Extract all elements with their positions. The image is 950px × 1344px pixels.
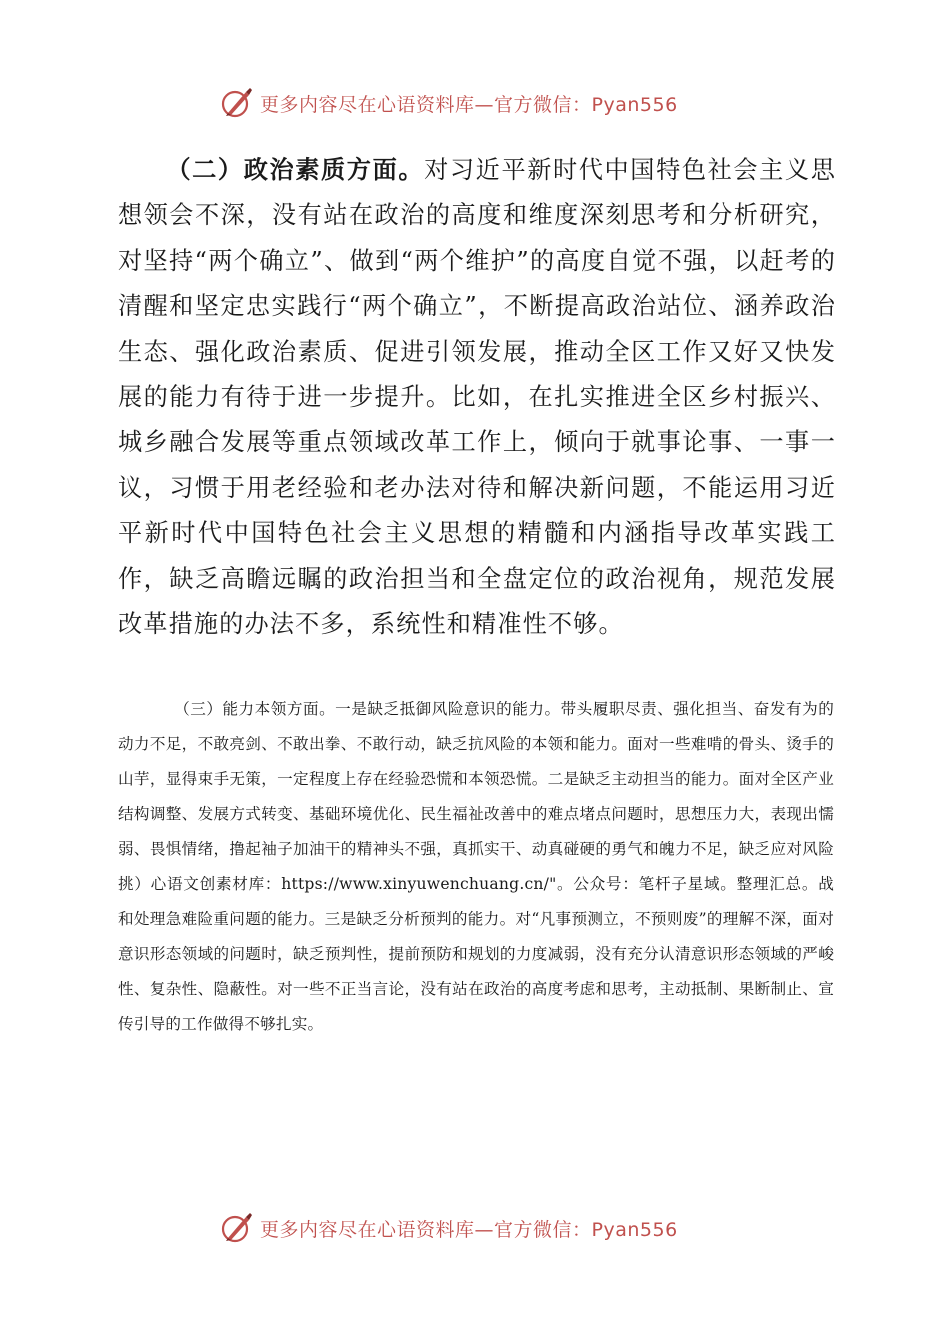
watermark-text: 更多内容尽在心语资料库—官方微信：Pyan556 bbox=[260, 93, 678, 116]
section-ability: （三）能力本领方面。一是缺乏抵御风险意识的能力。带头履职尽责、强化担当、奋发有为的动力不足，不敢亮剑、不敢出拳、不敢行动，缺乏抗风险的本领和能力。面对一些难啃的骨头、烫手的山芋，显得束手无策，一定程度上存在经验恐慌和本领恐慌。二是缺乏主动担当的能力。面对全区产业结构调整、发展方式转变、基础环境优化、民生福祉改善中的难点堵点问题时，思想压力大，表现出懦弱、畏惧情绪，撸起袖子加油干的精神头不强，真抓实干、动真碰硬的勇气和魄力不足，缺乏应对风险挑）心语文创素材库：https://www.xinyuwenchuang.cn/"。公众号：笔杆子星域。整理汇总。战和处理急难险重问题的能力。三是缺乏分析预判的能力。对“凡事预测立，不预则废”的理解不深，面对意识形态领域的问题时，缺乏预判性，提前预防和规划的力度减弱，没有充分认清意识形态领域的严峻性、复杂性、隐蔽性。对一些不正当言论，没有站在政治的高度考虑和思考，主动抵制、果断制止、宣传引导的工作做得不够扎实。 bbox=[118, 700, 834, 1033]
pen-logo-icon bbox=[220, 86, 254, 120]
section-body: 对习近平新时代中国特色社会主义思想领会不深，没有站在政治的高度和维度深刻思考和分析研究，对坚持“两个确立”、做到“两个维护”的高度自觉不强，以赶考的清醒和坚定忠实践行“两个确立”，不断提高政治站位、涵养政治生态、强化政治素质、促进引领发展，推动全区工作又好又快发展的能力有待于进一步提升。比如，在扎实推进全区乡村振兴、城乡融合发展等重点领域改革工作上，倾向于就事论事、一事一议，习惯于用老经验和老办法对待和解决新问题，不能运用习近平新时代中国特色社会主义思想的精髓和内涵指导改革实践工作，缺乏高瞻远瞩的政治担当和全盘定位的政治视角，规范发展改革措施的办法不多，系统性和精准性不够。 bbox=[118, 156, 836, 639]
section-heading: （二）政治素质方面。 bbox=[166, 155, 425, 184]
pen-logo-icon bbox=[220, 1211, 254, 1245]
header-watermark bbox=[220, 86, 740, 120]
section-political-quality bbox=[118, 147, 836, 647]
footer-watermark bbox=[220, 1211, 740, 1245]
watermark-text: 更多内容尽在心语资料库—官方微信：Pyan556 bbox=[260, 1218, 678, 1241]
